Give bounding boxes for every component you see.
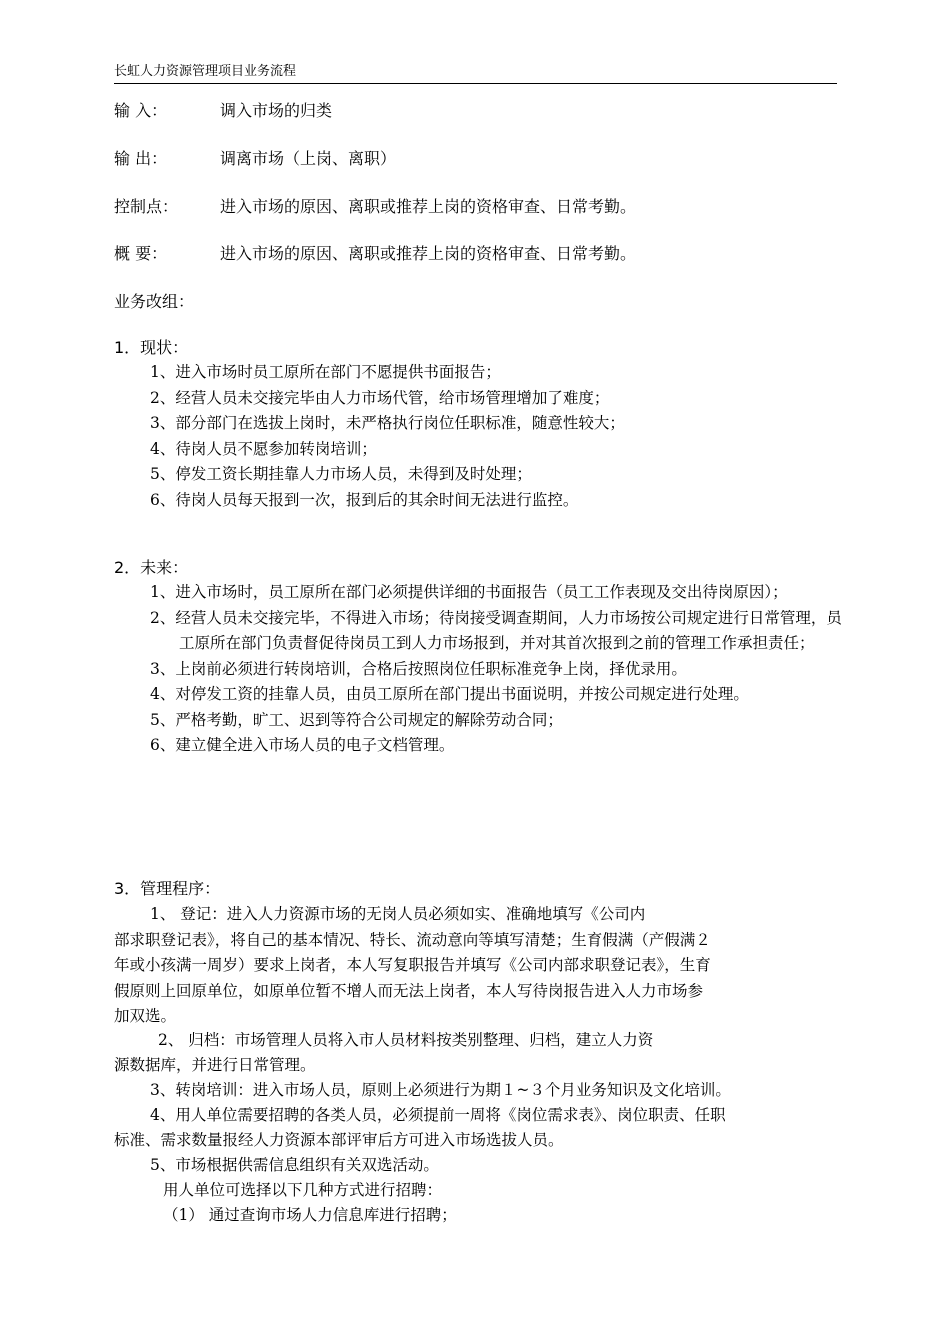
list-item: 6、建立健全进入市场人员的电子文档管理。: [150, 736, 455, 754]
list-item: 4、对停发工资的挂靠人员，由员工原所在部门提出书面说明，并按公司规定进行处理。: [150, 685, 749, 703]
field-output-value: 调离市场（上岗、离职）: [220, 149, 397, 168]
list-item: 5、严格考勤，旷工、迟到等符合公司规定的解除劳动合同；: [150, 710, 563, 729]
section3-title: 3．管理程序：: [114, 879, 221, 898]
list-item: 2、经营人员未交接完毕由人力市场代管，给市场管理增加了难度；: [150, 388, 610, 407]
procedure-line: 2、 归档：市场管理人员将入市人员材料按类别整理、归档，建立人力资: [158, 1031, 654, 1049]
procedure-line: 源数据库，并进行日常管理。: [114, 1056, 316, 1074]
list-item: 5、停发工资长期挂靠人力市场人员，未得到及时处理；: [150, 465, 532, 483]
procedure-line: 假原则上回原单位，如原单位暂不增人而无法上岗者，本人写待岗报告进入人力市场参: [114, 982, 704, 1000]
section1-list: [150, 360, 850, 513]
field-control-point-value: 进入市场的原因、离职或推荐上岗的资格审查、日常考勤。: [220, 197, 637, 216]
section2-list: [150, 580, 850, 759]
field-control-point-label: 控制点：: [114, 197, 179, 216]
procedure-line: 5、市场根据供需信息组织有关双选活动。: [150, 1156, 439, 1174]
reorg-heading: 业务改组：: [114, 292, 195, 311]
section2-title: 2．未来：: [114, 558, 189, 577]
procedure-line: 年或小孩满一周岁）要求上岗者，本人写复职报告并填写《公司内部求职登记表》，生育: [114, 956, 711, 974]
list-item: 2、经营人员未交接完毕，不得进入市场；待岗接受调查期间，人力市场按公司规定进行日常管理，员工原所在部门负责督促待岗员工到人力市场报到，并对其首次报到之前的管理工作承担责任；: [150, 608, 842, 652]
list-item: 1、进入市场时，员工原所在部门必须提供详细的书面报告（员工工作表现及交出待岗原因）；: [150, 583, 788, 601]
list-item: 3、部分部门在选拔上岗时，未严格执行岗位任职标准，随意性较大；: [150, 414, 625, 432]
procedure-line: 部求职登记表》，将自己的基本情况、特长、流动意向等填写清楚；生育假满（产假满２: [114, 931, 711, 949]
field-input-value: 调入市场的归类: [220, 101, 333, 120]
procedure-line: 4、用人单位需要招聘的各类人员，必须提前一周将《岗位需求表》、岗位职责、任职: [150, 1106, 726, 1124]
field-summary: [114, 243, 849, 265]
field-input: [114, 100, 849, 122]
list-item: 6、待岗人员每天报到一次，报到后的其余时间无法进行监控。: [150, 490, 579, 509]
procedure-line: 加双选。: [114, 1007, 177, 1025]
field-summary-value: 进入市场的原因、离职或推荐上岗的资格审查、日常考勤。: [220, 244, 637, 263]
field-output-label: 输 出：: [114, 149, 168, 168]
section1-title: 1．现状：: [114, 338, 189, 357]
page-header: 长虹人力资源管理项目业务流程: [114, 63, 837, 84]
procedure-line: 用人单位可选择以下几种方式进行招聘：: [163, 1181, 443, 1199]
field-output: [114, 148, 849, 170]
field-summary-label: 概 要：: [114, 244, 168, 263]
field-input-label: 输 入：: [114, 101, 168, 120]
list-item: 3、上岗前必须进行转岗培训，合格后按照岗位任职标准竞争上岗，择优录用。: [150, 659, 687, 678]
list-item: 1、进入市场时员工原所在部门不愿提供书面报告；: [150, 363, 501, 381]
list-item: 4、待岗人员不愿参加转岗培训；: [150, 439, 377, 458]
procedure-line: 3、转岗培训：进入市场人员，原则上必须进行为期１~３个月业务知识及文化培训。: [150, 1081, 731, 1099]
field-control-point: [114, 196, 849, 218]
procedure-line: 1、 登记：进入人力资源市场的无岗人员必须如实、准确地填写《公司内: [150, 905, 646, 923]
procedure-line: （1） 通过查询市场人力信息库进行招聘；: [163, 1206, 457, 1224]
procedure-line: 标准、需求数量报经人力资源本部评审后方可进入市场选拔人员。: [114, 1131, 564, 1149]
